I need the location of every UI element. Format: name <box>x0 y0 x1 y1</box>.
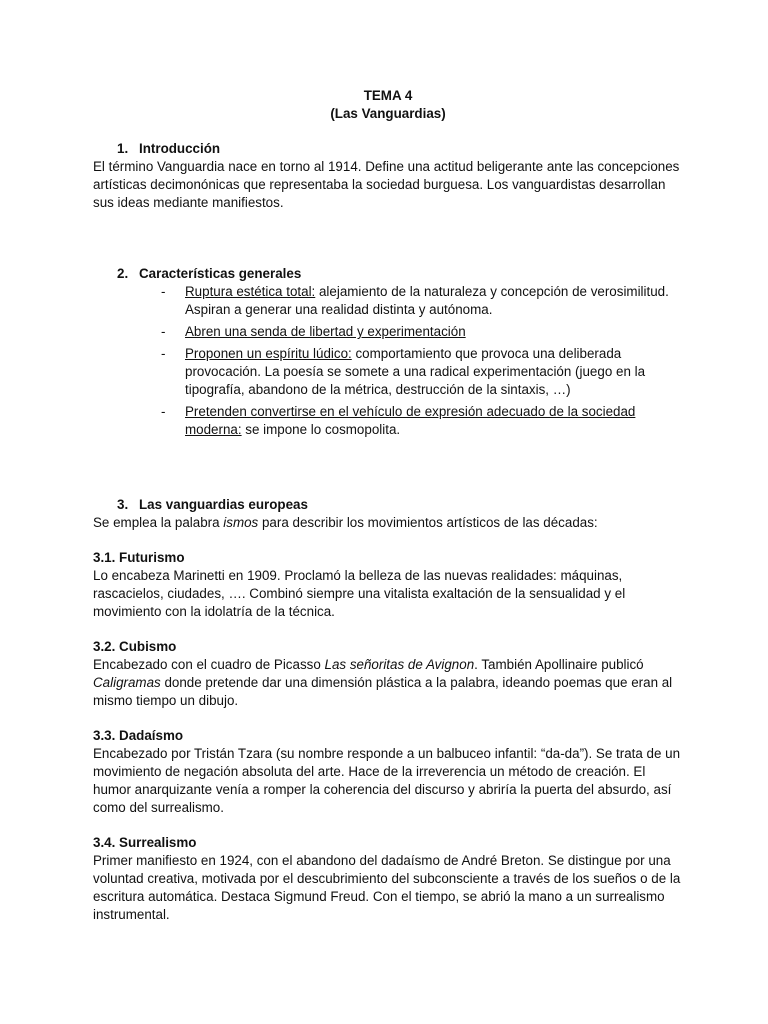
cubismo-paragraph <box>93 656 683 710</box>
european-intro-paragraph <box>93 514 683 532</box>
bullet-text: alejamiento de la naturaleza y concepción de verosimilitud. Aspiran a generar una realidad distinta y autónoma. <box>185 284 669 317</box>
futurismo-paragraph: Lo encabeza Marinetti en 1909. Proclamó la belleza de las nuevas realidades: máquinas, rascacielos, ciudades, …. Combinó siempre una vitalista exaltación de la sensualidad y el movimiento con la idolatría de la técnica. <box>93 568 626 619</box>
cubismo-text-1: Encabezado con el cuadro de Picasso <box>93 657 325 672</box>
bullet-text: comportamiento que provoca una deliberada provocación. La poesía se somete a una radical experimentación (juego en la tipografía, abandono de la métrica, destrucción de la sintaxis, …) <box>185 346 646 397</box>
section-number: 3. <box>117 497 129 512</box>
subsection-heading-futurismo: 3.1. Futurismo <box>93 550 185 565</box>
cubismo-italic-1: Las señoritas de Avignon <box>324 657 475 672</box>
bullet-key: Pretenden convertirse en el vehículo de expresión adecuado de la sociedad moderna: <box>185 404 636 437</box>
bullet-key: Ruptura estética total: <box>185 284 316 299</box>
cubismo-text-2: . También Apollinaire publicó <box>474 657 644 672</box>
intro-italic: ismos <box>223 515 259 530</box>
section-heading-intro <box>93 140 683 158</box>
subsection-heading-surrealismo: 3.4. Surrealismo <box>93 835 197 850</box>
bullet-dash: - <box>161 284 166 299</box>
intro-paragraph: El término Vanguardia nace en torno al 1914. Define una actitud beligerante ante las concepciones artísticas decimonónicas que representaba la sociedad burguesa. Los vanguardistas desarrollan sus ideas mediante manifiestos. <box>93 159 680 210</box>
intro-text-before: Se emplea la palabra <box>93 515 224 530</box>
section-number: 2. <box>117 266 129 281</box>
document-page <box>93 87 683 924</box>
section-heading-european <box>93 496 683 514</box>
bullet-text: se impone lo cosmopolita. <box>241 422 401 437</box>
dadaismo-paragraph: Encabezado por Tristán Tzara (su nombre responde a un balbuceo infantil: “da-da”). Se trata de un movimiento de negación absoluta del arte. Hace de la irreverencia un método de creación. El humor anarquizante venía a romper la coherencia del discurso y abriría la puerta del absurdo, así como del surrealismo. <box>93 746 681 815</box>
subsection-heading-cubismo: 3.2. Cubismo <box>93 639 177 654</box>
list-item <box>93 403 683 439</box>
bullet-dash: - <box>161 404 166 419</box>
bullet-key: Proponen un espíritu lúdico: <box>185 346 352 361</box>
cubismo-italic-2: Caligramas <box>93 675 161 690</box>
page-title: TEMA 4 <box>363 88 413 103</box>
section-heading-label: Introducción <box>139 141 221 156</box>
section-number: 1. <box>117 141 129 156</box>
title-block <box>93 87 683 123</box>
section-heading-label: Las vanguardias europeas <box>139 497 308 512</box>
features-list <box>93 283 683 439</box>
section-heading-features <box>93 265 683 283</box>
list-item <box>93 323 683 341</box>
page-subtitle: (Las Vanguardias) <box>330 106 446 121</box>
surrealismo-paragraph: Primer manifiesto en 1924, con el abandono del dadaísmo de André Breton. Se distingue por una voluntad creativa, motivada por el descubrimiento del subconsciente a través de los sueños o de la escritura automática. Destaca Sigmund Freud. Con el tiempo, se abrió la mano a un surrealismo instrumental. <box>93 853 681 922</box>
intro-text-after: para describir los movimientos artísticos de las décadas: <box>258 515 598 530</box>
subsection-heading-dadaismo: 3.3. Dadaísmo <box>93 728 184 743</box>
bullet-dash: - <box>161 346 166 361</box>
section-heading-label: Características generales <box>139 266 302 281</box>
bullet-dash: - <box>161 324 166 339</box>
bullet-key: Abren una senda de libertad y experimentación <box>185 324 466 339</box>
cubismo-text-3: donde pretende dar una dimensión plástica a la palabra, ideando poemas que eran al mismo tiempo un dibujo. <box>93 675 673 708</box>
list-item <box>93 283 683 319</box>
list-item <box>93 345 683 399</box>
